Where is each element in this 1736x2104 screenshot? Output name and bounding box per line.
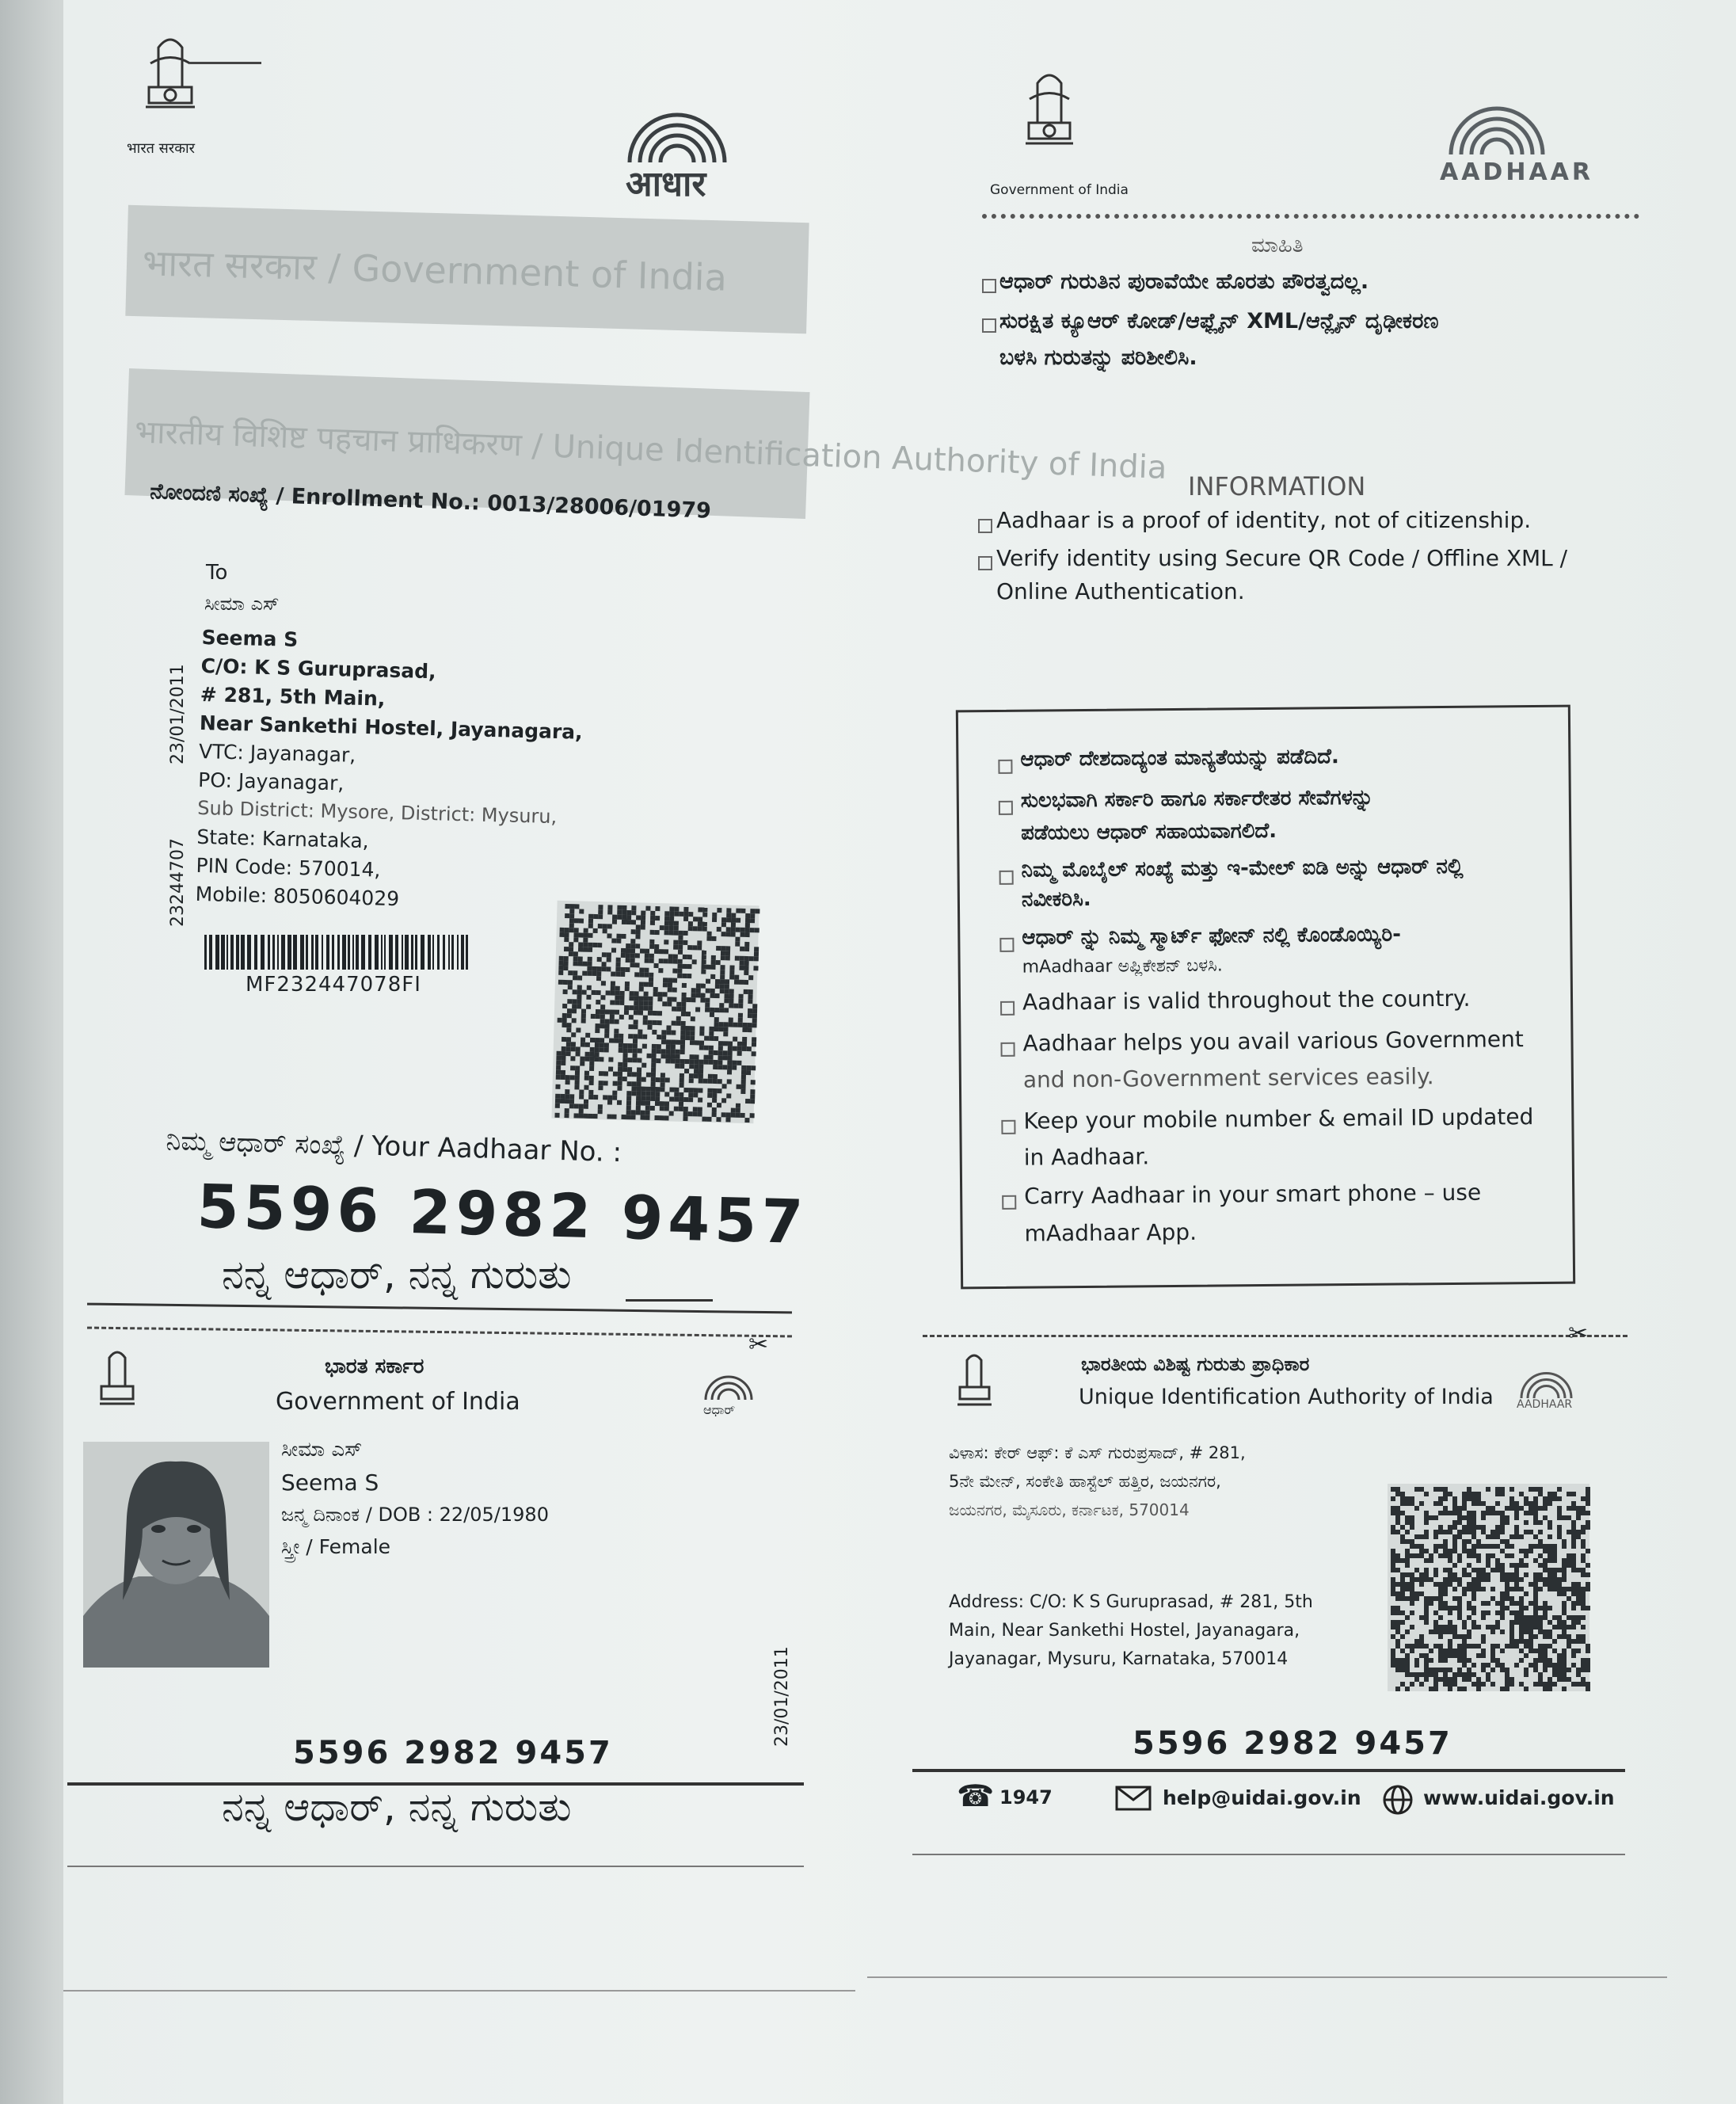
- info-point-kannada: ಆಧಾರ್ ಗುರುತಿನ ಪುರಾವೆಯೇ ಹೊರತು ಪೌರತ್ವದಲ್ಲ.: [999, 269, 1369, 294]
- box-point-kannada: ಪಡೆಯಲು ಆಧಾರ್ ಸಹಾಯವಾಗಲಿದೆ.: [1021, 818, 1277, 845]
- card-back-logo-text: AADHAAR: [1517, 1398, 1573, 1411]
- box-point-english: Aadhaar helps you avail various Government: [1022, 1026, 1524, 1057]
- header-rule: [982, 214, 1639, 219]
- scissors-icon: ✂: [1568, 1320, 1589, 1347]
- address-line: Mobile: 8050604029: [195, 882, 400, 911]
- fold-line-left: [63, 1990, 855, 1992]
- bullet: [1002, 1195, 1016, 1210]
- card-name-english: Seema S: [281, 1469, 379, 1496]
- card-aadhaar-number: 5596 2982 9457: [293, 1735, 613, 1771]
- cut-line-right: [923, 1335, 1628, 1337]
- barcode-text: MF232447078FI: [246, 973, 421, 997]
- emblem-caption: भारत सरकार: [127, 140, 196, 157]
- mail-icon: [1115, 1786, 1152, 1811]
- card-name-kannada: ಸೀಮಾ ಎಸ್: [281, 1438, 363, 1462]
- info-heading-english: INFORMATION: [1188, 471, 1366, 501]
- phone-icon: ☎: [957, 1778, 995, 1813]
- card-back-address-english: Main, Near Sankethi Hostel, Jayanagara,: [949, 1621, 1300, 1641]
- bullet: [1000, 1001, 1015, 1016]
- bullet: [978, 519, 992, 533]
- info-point-english: Aadhaar is a proof of identity, not of citizenship.: [996, 507, 1532, 533]
- bullet: [1001, 1120, 1015, 1134]
- box-point-kannada: ಆಧಾರ್ ನ್ನು ನಿಮ್ಮ ಸ್ಮಾರ್ಟ್ ಫೋನ್ ನಲ್ಲಿ ಕೊಂಡೊಯ್ಯಿರಿ-: [1022, 922, 1402, 950]
- card-back-aadhaar-number: 5596 2982 9457: [1133, 1725, 1452, 1762]
- box-point-kannada: mAadhaar ಅಪ್ಲಿಕೇಶನ್ ಬಳಸಿ.: [1022, 955, 1223, 978]
- your-aadhaar-no-label: ನಿಮ್ಮ ಆಧಾರ್ ಸಂಖ್ಯೆ / Your Aadhaar No. :: [165, 1125, 622, 1169]
- emblem-caption: Government of India: [990, 182, 1129, 198]
- qr-code-icon: [1388, 1484, 1589, 1691]
- address-line: State: Karnataka,: [196, 825, 370, 853]
- info-point-kannada: ಸುರಕ್ಷಿತ ಕ್ಯೂಆರ್ ಕೋಡ್/ಆಫ್ಲೈನ್ XML/ಆನ್ಲೈನ್ ದೃಢೀಕರಣ: [999, 309, 1439, 334]
- bullet: [999, 871, 1014, 885]
- address-line: C/O: K S Guruprasad,: [200, 654, 436, 684]
- card-dob: ಜನ್ಮ ದಿನಾಂಕ / DOB : 22/05/1980: [281, 1504, 549, 1526]
- address-line: PO: Jayanagar,: [197, 768, 345, 795]
- bullet: [999, 938, 1014, 952]
- validity-info-box: [956, 705, 1575, 1290]
- info-heading-kannada: ಮಾಹಿತಿ: [1251, 234, 1304, 257]
- to-label: To: [206, 561, 228, 585]
- card-org-kannada: ಭಾರತ ಸರ್ಕಾರ: [325, 1355, 424, 1378]
- ashoka-emblem-icon: [93, 1347, 141, 1418]
- bullet: [1000, 1042, 1015, 1057]
- fold-line-right: [867, 1976, 1667, 1978]
- card-back-address-kannada: ವಿಳಾಸ: ಕೇರ್ ಆಫ್: ಕೆ ಎಸ್ ಗುರುಪ್ರಸಾದ್, # 281,: [949, 1443, 1246, 1462]
- card-tagline-kannada: ನನ್ನ ಆಧಾರ್, ನನ್ನ ಗುರುತು: [222, 1784, 572, 1830]
- addressee-name-kannada: ಸೀಮಾ ಎಸ್: [204, 593, 280, 615]
- box-point-kannada: ನಿಮ್ಮ ಮೊಬೈಲ್ ಸಂಖ್ಯೆ ಮತ್ತು ಇ-ಮೇಲ್ ಐಡಿ ಅನ್ನು ಆಧಾರ್ ನಲ್ಲಿ: [1021, 854, 1464, 882]
- bullet: [998, 760, 1012, 774]
- banner-uidai: भारतीय विशिष्ट पहचान प्राधिकरण / Unique Identification Authority of India: [124, 368, 809, 519]
- info-point-kannada: ಬಳಸಿ ಗುರುತನ್ನು ಪರಿಶೀಲಿಸಿ.: [999, 345, 1197, 370]
- bullet: [978, 556, 992, 570]
- card-gender: ಸ್ತ್ರೀ / Female: [281, 1535, 391, 1558]
- card-back-address-kannada: ಜಯನಗರ, ಮೈಸೂರು, ಕರ್ನಾಟಕ, 570014: [949, 1500, 1190, 1519]
- help-email[interactable]: help@uidai.gov.in: [1163, 1786, 1361, 1809]
- scissors-icon: ✂: [748, 1331, 769, 1359]
- box-point-english: mAadhaar App.: [1024, 1218, 1197, 1247]
- card-back-address-kannada: 5ನೇ ಮೇನ್, ಸಂಕೇತಿ ಹಾಸ್ಟೆಲ್ ಹತ್ತಿರ, ಜಯನಗರ,: [949, 1472, 1221, 1491]
- bullet: [982, 318, 996, 333]
- aadhaar-logo-text: AADHAAR: [1440, 158, 1593, 186]
- emblem-stroke: [190, 62, 261, 64]
- box-point-english: in Aadhaar.: [1023, 1143, 1150, 1171]
- box-point-english: Keep your mobile number & email ID updated: [1023, 1103, 1534, 1134]
- photo-portrait-icon: [83, 1442, 269, 1668]
- card-back-org-english: Unique Identification Authority of India: [1079, 1385, 1494, 1409]
- box-point-kannada: ಸುಲಭವಾಗಿ ಸರ್ಕಾರಿ ಹಾಗೂ ಸರ್ಕಾರೇತರ ಸೇವೆಗಳನ್ನು: [1020, 785, 1374, 813]
- card-side-date: 23/01/2011: [772, 1646, 792, 1747]
- tagline-kannada: ನನ್ನ ಆಧಾರ್, ನನ್ನ ಗುರುತು: [222, 1252, 572, 1298]
- box-point-kannada: ನವೀಕರಿಸಿ.: [1021, 886, 1091, 912]
- aadhaar-logo-text: आधार: [626, 164, 706, 204]
- aadhaar-fingerprint-logo-icon: [1517, 1363, 1576, 1401]
- helpline-number: 1947: [999, 1786, 1053, 1809]
- address-line: Sub District: Mysore, District: Mysuru,: [197, 796, 558, 829]
- box-point-english: Aadhaar is valid throughout the country.: [1022, 985, 1471, 1016]
- address-line: # 281, 5th Main,: [200, 682, 386, 711]
- aadhaar-number-large: 5596 2982 9457: [196, 1171, 809, 1258]
- enrollment-number: ನೋಂದಣಿ ಸಂಖ್ಯೆ / Enrollment No.: 0013/28006/01979: [149, 479, 712, 524]
- banner-government-of-india: भारत सरकार / Government of India: [125, 205, 809, 334]
- side-date: 23/01/2011: [168, 664, 188, 764]
- card-bottom-rule: [67, 1866, 804, 1867]
- address-line: Seema S: [201, 626, 299, 651]
- tagline-underline: [626, 1299, 713, 1302]
- card-back-address-english: Jayanagar, Mysuru, Karnataka, 570014: [949, 1649, 1289, 1669]
- ashoka-emblem-icon: [953, 1351, 996, 1418]
- info-point-english: Online Authentication.: [996, 578, 1245, 604]
- box-point-english: Carry Aadhaar in your smart phone – use: [1024, 1179, 1482, 1210]
- ashoka-emblem-icon: [135, 32, 206, 135]
- aadhaar-fingerprint-logo-icon: [618, 95, 737, 166]
- aadhaar-fingerprint-logo-icon: [701, 1366, 756, 1402]
- card-back-number-rule: [912, 1769, 1625, 1772]
- card-back-address-english: Address: C/O: K S Guruprasad, # 281, 5th: [949, 1592, 1313, 1612]
- card-org-english: Government of India: [276, 1388, 520, 1416]
- info-point-english: Verify identity using Secure QR Code / Offline XML /: [996, 545, 1568, 571]
- bullet: [999, 801, 1013, 815]
- address-line: Near Sankethi Hostel, Jayanagara,: [199, 711, 583, 744]
- address-line: VTC: Jayanagar,: [198, 739, 356, 767]
- ashoka-emblem-icon: [1018, 67, 1081, 166]
- card-back-bottom-rule: [912, 1854, 1625, 1855]
- card-logo-text: ಆಧಾರ್: [703, 1402, 736, 1417]
- aadhaar-fingerprint-logo-icon: [1441, 87, 1552, 158]
- uidai-website[interactable]: www.uidai.gov.in: [1423, 1786, 1615, 1809]
- box-point-english: and non-Government services easily.: [1022, 1063, 1434, 1093]
- card-back-org-kannada: ಭಾರತೀಯ ವಿಶಿಷ್ಟ ಗುರುತು ಪ್ರಾಧಿಕಾರ: [1081, 1353, 1310, 1375]
- qr-code-icon: [551, 901, 759, 1124]
- globe-icon: [1382, 1784, 1414, 1816]
- box-point-kannada: ಆಧಾರ್ ದೇಶದಾದ್ಯಂತ ಮಾನ್ಯತೆಯನ್ನು ಪಡೆದಿದೆ.: [1020, 745, 1339, 772]
- side-number: 23244707: [168, 838, 188, 927]
- address-line: PIN Code: 570014,: [196, 853, 381, 882]
- bullet: [982, 279, 996, 293]
